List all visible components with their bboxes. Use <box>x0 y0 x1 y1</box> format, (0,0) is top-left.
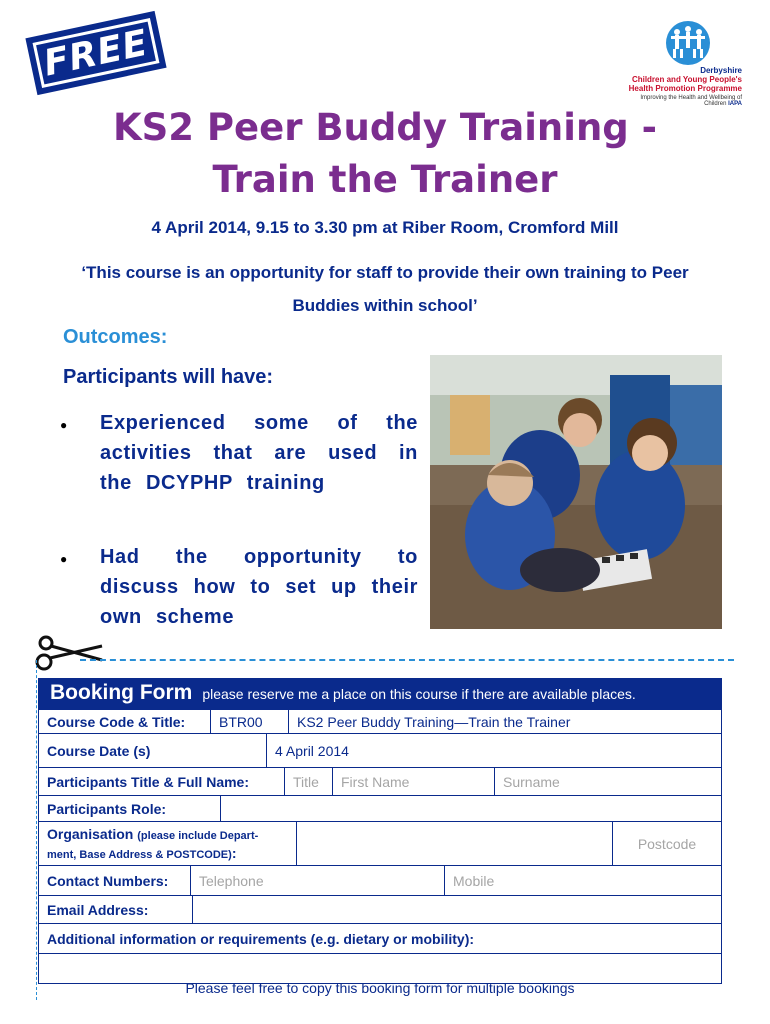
form-row-additional <box>38 924 722 954</box>
logo-tagline: Improving the Health and Wellbeing of Children IAPA <box>640 95 742 107</box>
form-row-participant <box>38 768 722 796</box>
form-row-role <box>38 796 722 822</box>
cut-line <box>80 659 734 661</box>
bullet-icon: ● <box>60 418 68 432</box>
participant-name-label: Participants Title & Full Name: <box>39 768 285 795</box>
booking-form-subtitle: please reserve me a place on this course if there are available places. <box>202 686 636 702</box>
mobile-field[interactable]: Mobile <box>453 872 495 889</box>
children-figures-icon <box>657 20 719 66</box>
outcome-item: ● Experienced some of the activities that are used in the DCYPHP training <box>60 408 418 498</box>
logo-text: Derbyshire Children and Young People's Health Promotion Programme <box>628 66 742 93</box>
course-code-field[interactable]: BTR00 <box>211 710 289 733</box>
outcome-item: ● Had the opportunity to discuss how to set up their own scheme <box>60 542 418 632</box>
additional-info-label: Additional information or requirements (e.g. dietary or mobility): <box>47 930 475 947</box>
page-title: KS2 Peer Buddy Training - Train the Trainer <box>112 106 658 201</box>
booking-form <box>38 710 722 984</box>
title-field[interactable]: Title <box>285 768 333 795</box>
organisation-field[interactable] <box>297 822 613 865</box>
postcode-field[interactable]: Postcode <box>637 835 697 852</box>
surname-field[interactable]: Surname <box>503 773 560 790</box>
email-label: Email Address: <box>39 896 193 923</box>
booking-form-header <box>38 678 722 710</box>
free-banner-text: FREE <box>33 18 160 88</box>
form-edge-line <box>36 660 37 1000</box>
course-code-label: Course Code & Title: <box>39 710 211 733</box>
course-date-label: Course Date (s) <box>39 734 267 767</box>
footer-note: Please feel free to copy this booking form for multiple bookings <box>185 980 575 996</box>
free-banner <box>25 11 166 95</box>
contact-numbers-label: Contact Numbers: <box>39 866 191 895</box>
form-row-course-code <box>38 710 722 734</box>
telephone-field[interactable]: Telephone <box>191 866 445 895</box>
form-row-email <box>38 896 722 924</box>
dcyphp-logo <box>618 20 758 110</box>
form-row-contact <box>38 866 722 896</box>
outcomes-heading: Outcomes: <box>63 326 168 348</box>
course-dateline: 4 April 2014, 9.15 to 3.30 pm at Riber Room, Cromford Mill <box>151 218 619 237</box>
booking-form-title: Booking Form <box>50 681 193 704</box>
bullet-icon: ● <box>60 552 68 566</box>
course-title-field[interactable]: KS2 Peer Buddy Training—Train the Trainer <box>297 713 571 730</box>
scissors-icon <box>32 634 104 672</box>
course-date-field[interactable]: 4 April 2014 <box>275 742 349 759</box>
email-field[interactable] <box>193 896 721 923</box>
participants-intro: Participants will have: <box>63 366 274 388</box>
role-label: Participants Role: <box>39 796 221 821</box>
outcomes-list <box>60 408 418 676</box>
role-field[interactable] <box>221 796 722 821</box>
course-quote: ‘This course is an opportunity for staff to provide their own training to Peer Buddies within school’ <box>81 263 689 315</box>
organisation-label: Organisation (please include Depart- ment, Base Address & POSTCODE): <box>39 822 297 865</box>
first-name-field[interactable]: First Name <box>333 768 495 795</box>
form-row-organisation <box>38 822 722 866</box>
children-photo <box>430 355 722 629</box>
form-row-course-date <box>38 734 722 768</box>
